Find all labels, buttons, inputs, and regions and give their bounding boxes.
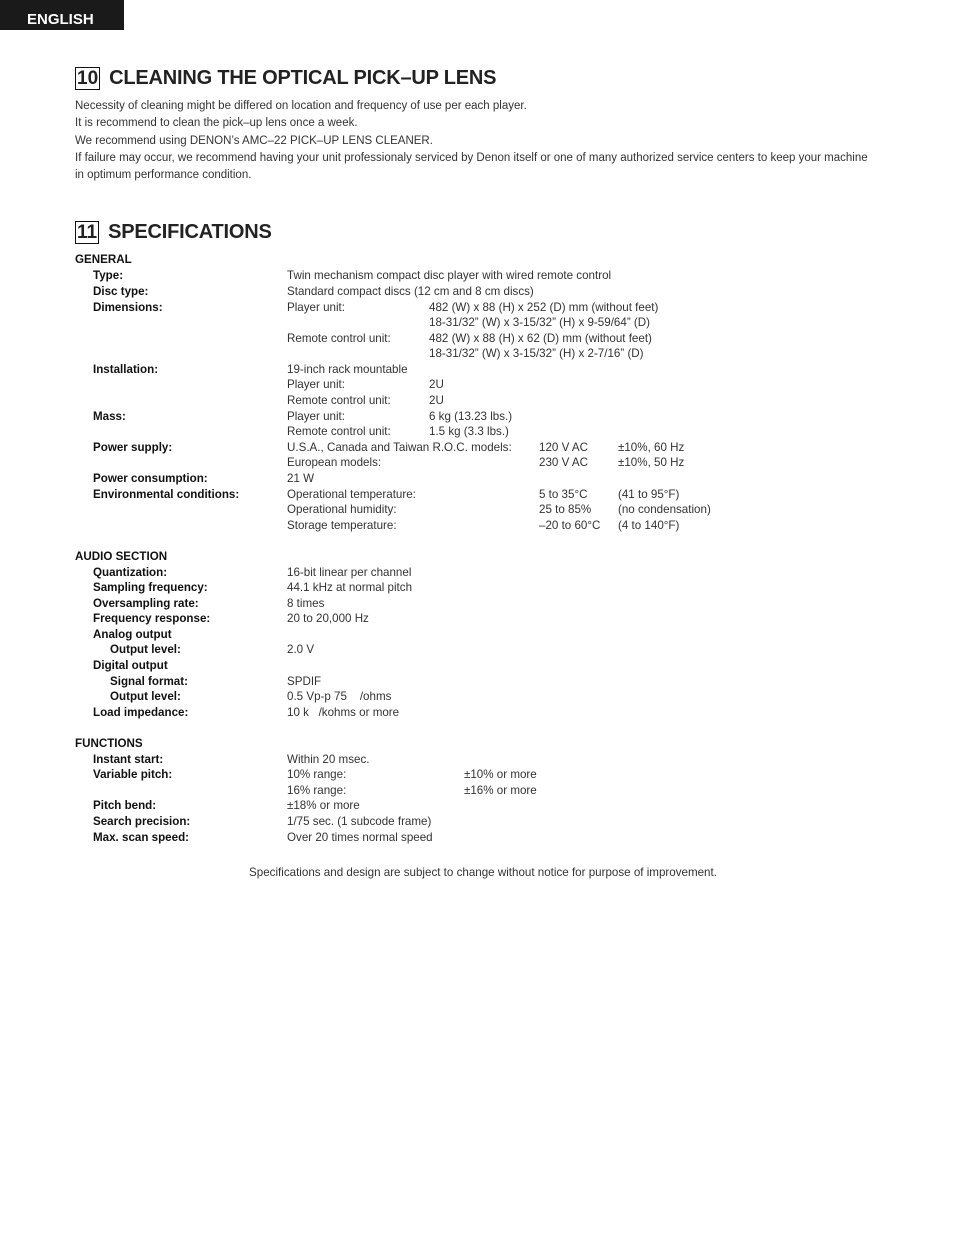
spec-sublabel: 16% range: [287, 784, 347, 797]
spec-label: Output level: [110, 643, 181, 656]
spec-value: 482 (W) x 88 (H) x 252 (D) mm (without feet) [429, 301, 659, 314]
functions-heading: FUNCTIONS [75, 737, 143, 750]
spec-value: 5 to 35°C [539, 488, 588, 501]
spec-sublabel: Player unit: [287, 410, 345, 423]
spec-label: Digital output [93, 659, 168, 672]
spec-label: Power consumption: [93, 472, 208, 485]
spec-sublabel: U.S.A., Canada and Taiwan R.O.C. models: [287, 441, 512, 454]
specs-note: Specifications and design are subject to change without notice for purpose of improvement. [249, 866, 717, 879]
spec-value: 2U [429, 394, 444, 407]
spec-label: Signal format: [110, 675, 188, 688]
cleaning-line: Necessity of cleaning might be differed on location and frequency of use per each player. [75, 100, 527, 112]
spec-sublabel: Operational temperature: [287, 488, 416, 501]
spec-label: Mass: [93, 410, 126, 423]
spec-label: Dimensions: [93, 301, 163, 314]
spec-sublabel: Player unit: [287, 301, 345, 314]
spec-label: Load impedance: [93, 706, 189, 719]
cleaning-line: We recommend using DENON’s AMC–22 PICK–UP LENS CLEANER. [75, 134, 433, 147]
spec-value: 6 kg (13.23 lbs.) [429, 410, 513, 423]
spec-value: (no condensation) [618, 503, 711, 516]
spec-label: Analog output [93, 628, 172, 641]
spec-label: Variable pitch: [93, 768, 173, 781]
spec-label: Instant start: [93, 753, 164, 766]
general-heading: GENERAL [75, 253, 132, 266]
spec-value: 2.0 V [287, 643, 315, 656]
spec-value: ±18% or more [287, 799, 360, 812]
specs-heading [75, 221, 272, 244]
spec-value: 2U [429, 378, 444, 391]
spec-label: Power supply: [93, 441, 173, 454]
spec-value: ±10% or more [464, 768, 537, 781]
spec-label: Environmental conditions: [93, 488, 240, 501]
cleaning-line: It is recommend to clean the pick–up lens once a week. [75, 117, 358, 130]
spec-value: ±16% or more [464, 784, 537, 797]
spec-label: Oversampling rate: [93, 597, 199, 610]
section-number: 10 [77, 68, 99, 89]
cleaning-line: If failure may occur, we recommend having your unit professionaly serviced by Denon itself or one of many authorized service centers to keep your machine in optimum performance condition. [75, 151, 868, 182]
cleaning-text [75, 98, 875, 184]
spec-value: 20 to 20,000 Hz [287, 612, 369, 625]
spec-label: Output level: [110, 690, 181, 703]
spec-value: (4 to 140°F) [618, 519, 680, 532]
spec-value: Within 20 msec. [287, 753, 370, 766]
spec-value: ±10%, 50 Hz [618, 456, 685, 469]
spec-value: 18-31/32” (W) x 3-15/32” (H) x 9-59/64” (D) [429, 316, 650, 329]
spec-value: 25 to 85% [539, 503, 592, 516]
spec-label: Type: [93, 269, 124, 282]
spec-sublabel: Remote control unit: [287, 394, 391, 407]
spec-value: 1/75 sec. (1 subcode frame) [287, 815, 432, 828]
language-label: ENGLISH [27, 11, 94, 28]
spec-value: Twin mechanism compact disc player with wired remote control [287, 269, 612, 282]
spec-value: 1.5 kg (3.3 lbs.) [429, 425, 509, 438]
spec-value: 10 k /kohms or more [287, 706, 400, 719]
spec-label: Disc type: [93, 285, 149, 298]
spec-sublabel: 10% range: [287, 768, 347, 781]
spec-value: ±10%, 60 Hz [618, 441, 685, 454]
spec-sublabel: European models: [287, 456, 382, 469]
spec-label: Installation: [93, 363, 159, 376]
spec-value: (41 to 95°F) [618, 488, 680, 501]
section-title: SPECIFICATIONS [108, 221, 272, 243]
language-tab [0, 0, 124, 30]
spec-value: 482 (W) x 88 (H) x 62 (D) mm (without feet) [429, 332, 652, 345]
spec-label: Sampling frequency: [93, 581, 208, 594]
spec-value: Standard compact discs (12 cm and 8 cm discs) [287, 285, 534, 298]
spec-sublabel: Remote control unit: [287, 425, 391, 438]
section-title: CLEANING THE OPTICAL PICK–UP LENS [109, 67, 497, 89]
spec-sublabel: Storage temperature: [287, 519, 397, 532]
section-number: 11 [77, 222, 98, 243]
spec-label: Quantization: [93, 566, 168, 579]
spec-label: Pitch bend: [93, 799, 157, 812]
spec-label: Search precision: [93, 815, 191, 828]
spec-value: Over 20 times normal speed [287, 831, 433, 844]
spec-sublabel: Operational humidity: [287, 503, 397, 516]
audio-heading: AUDIO SECTION [75, 550, 168, 563]
spec-value: 230 V AC [539, 456, 588, 469]
spec-value: 0.5 Vp-p 75 /ohms [287, 690, 392, 703]
spec-label: Frequency response: [93, 612, 211, 625]
spec-value: 19-inch rack mountable [287, 363, 408, 376]
spec-value: 120 V AC [539, 441, 588, 454]
spec-sublabel: Player unit: [287, 378, 345, 391]
spec-label: Max. scan speed: [93, 831, 190, 844]
spec-value: 44.1 kHz at normal pitch [287, 581, 413, 594]
spec-value: 18-31/32” (W) x 3-15/32” (H) x 2-7/16” (D) [429, 347, 644, 360]
spec-value: –20 to 60°C [539, 519, 601, 532]
spec-value: SPDIF [287, 675, 322, 688]
spec-sublabel: Remote control unit: [287, 332, 391, 345]
cleaning-heading [75, 67, 496, 90]
spec-value: 21 W [287, 472, 315, 485]
spec-value: 8 times [287, 597, 325, 610]
spec-value: 16-bit linear per channel [287, 566, 412, 579]
